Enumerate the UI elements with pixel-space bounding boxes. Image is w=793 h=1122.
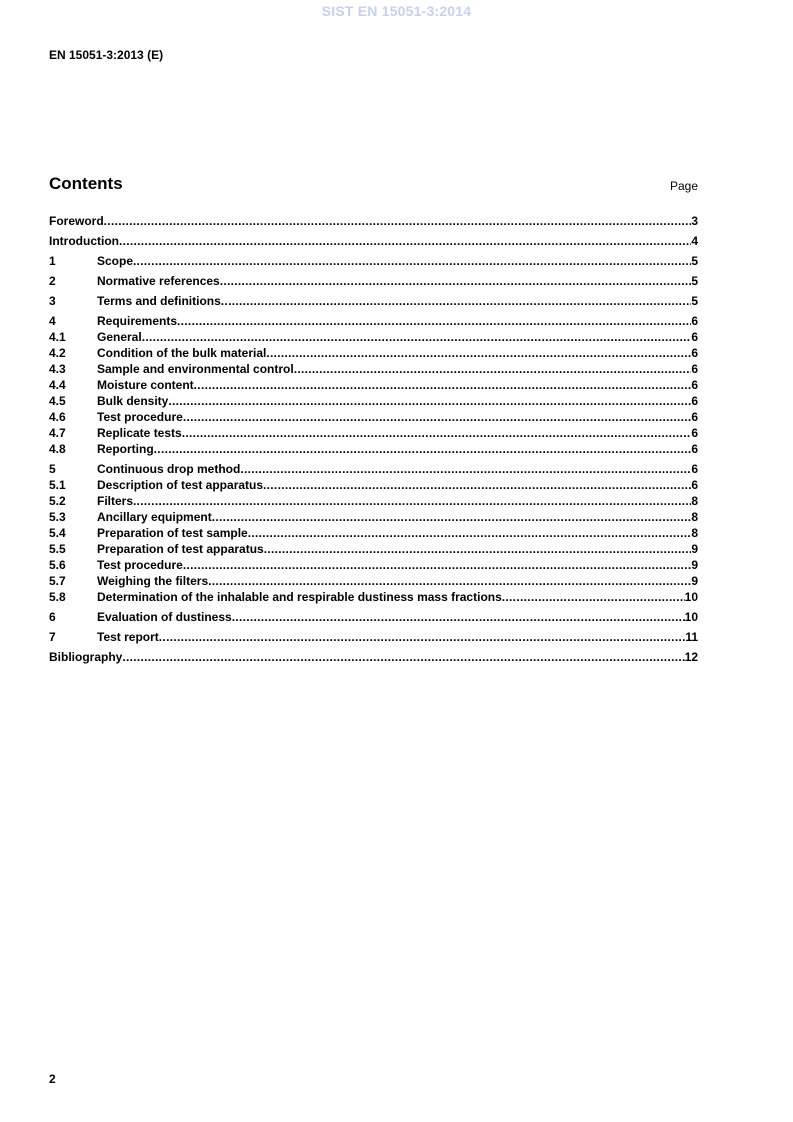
table-of-contents	[49, 215, 698, 667]
toc-entry-4-2[interactable]	[49, 347, 698, 359]
toc-entry-number: 4.8	[49, 442, 66, 456]
toc-entry-1[interactable]	[49, 255, 698, 267]
toc-entry-page: 6	[691, 410, 698, 424]
toc-entry-page: 8	[691, 494, 698, 508]
toc-entry-page: 6	[691, 314, 698, 328]
toc-entry-title: Condition of the bulk material	[97, 346, 267, 360]
toc-leader-dots	[220, 275, 692, 287]
toc-entry-5-2[interactable]	[49, 495, 698, 507]
toc-entry-page: 6	[691, 394, 698, 408]
toc-entry-number: 5.6	[49, 558, 66, 572]
toc-entry-3[interactable]	[49, 295, 698, 307]
toc-entry-number: 5.8	[49, 590, 66, 604]
toc-entry-5-3[interactable]	[49, 511, 698, 523]
toc-entry-number: 5.2	[49, 494, 66, 508]
toc-entry-number: 6	[49, 610, 56, 624]
toc-entry-number: 4.2	[49, 346, 66, 360]
toc-entry-page: 5	[691, 254, 698, 268]
toc-entry-number: 7	[49, 630, 56, 644]
toc-entry-number: 4.3	[49, 362, 66, 376]
toc-entry-title: Test procedure	[97, 410, 183, 424]
toc-leader-dots	[221, 295, 692, 307]
toc-entry-5-7[interactable]	[49, 575, 698, 587]
toc-entry-5-5[interactable]	[49, 543, 698, 555]
toc-leader-dots	[133, 495, 691, 507]
toc-entry-page: 10	[684, 610, 698, 624]
toc-entry-title: Bibliography	[49, 650, 123, 664]
toc-entry-2[interactable]	[49, 275, 698, 287]
toc-entry-4-1[interactable]	[49, 331, 698, 343]
toc-entry-title: Bulk density	[97, 394, 169, 408]
toc-leader-dots	[122, 651, 684, 663]
toc-entry-title: Test procedure	[97, 558, 183, 572]
toc-entry-page: 6	[691, 478, 698, 492]
toc-entry-7[interactable]	[49, 631, 698, 643]
toc-entry-page: 6	[691, 346, 698, 360]
toc-entry-4-6[interactable]	[49, 411, 698, 423]
toc-entry-6[interactable]	[49, 611, 698, 623]
toc-entry-number: 5.4	[49, 526, 66, 540]
toc-entry-4-8[interactable]	[49, 443, 698, 455]
toc-entry-page: 9	[691, 574, 698, 588]
toc-entry-number: 4.1	[49, 330, 66, 344]
toc-entry-title: Foreword	[49, 214, 104, 228]
toc-leader-dots	[194, 379, 692, 391]
toc-entry-title: Description of test apparatus	[97, 478, 264, 492]
toc-leader-dots	[104, 215, 692, 227]
toc-leader-dots	[208, 575, 691, 587]
toc-entry-page: 6	[691, 426, 698, 440]
toc-entry-title: Normative references	[97, 274, 220, 288]
toc-entry-title: Replicate tests	[97, 426, 182, 440]
toc-leader-dots	[183, 559, 692, 571]
toc-entry-title: Reporting	[97, 442, 154, 456]
toc-entry-title: Moisture content	[97, 378, 194, 392]
toc-entry-foreword[interactable]	[49, 215, 698, 227]
toc-leader-dots	[294, 363, 692, 375]
toc-leader-dots	[182, 427, 692, 439]
toc-leader-dots	[154, 443, 692, 455]
toc-entry-page: 5	[691, 274, 698, 288]
toc-leader-dots	[159, 631, 686, 643]
toc-entry-4[interactable]	[49, 315, 698, 327]
toc-entry-title: Determination of the inhalable and respirable dustiness mass fractions	[97, 590, 502, 604]
toc-entry-page: 8	[691, 526, 698, 540]
toc-entry-title: Scope	[97, 254, 134, 268]
page-number: 2	[49, 1072, 56, 1086]
toc-entry-page: 12	[684, 650, 698, 664]
toc-entry-number: 2	[49, 274, 56, 288]
toc-leader-dots	[168, 395, 691, 407]
toc-entry-4-7[interactable]	[49, 427, 698, 439]
toc-entry-page: 4	[691, 234, 698, 248]
toc-entry-page: 10	[684, 590, 698, 604]
toc-entry-title: Sample and environmental control	[97, 362, 294, 376]
toc-leader-dots	[248, 527, 692, 539]
toc-leader-dots	[263, 479, 691, 491]
toc-entry-title: Weighing the filters	[97, 574, 209, 588]
toc-entry-page: 9	[691, 558, 698, 572]
toc-entry-title: Continuous drop method	[97, 462, 241, 476]
toc-entry-title: Terms and definitions	[97, 294, 221, 308]
toc-entry-4-4[interactable]	[49, 379, 698, 391]
toc-leader-dots	[119, 235, 691, 247]
toc-entry-title: Ancillary equipment	[97, 510, 212, 524]
document-id: EN 15051-3:2013 (E)	[49, 48, 164, 62]
toc-entry-number: 4	[49, 314, 56, 328]
toc-leader-dots	[266, 347, 691, 359]
toc-entry-page: 3	[691, 214, 698, 228]
toc-entry-title: General	[97, 330, 142, 344]
toc-entry-number: 5.3	[49, 510, 66, 524]
toc-entry-5-8[interactable]	[49, 591, 698, 603]
toc-entry-number: 1	[49, 254, 56, 268]
toc-entry-page: 6	[691, 362, 698, 376]
toc-entry-title: Filters	[97, 494, 134, 508]
toc-entry-number: 3	[49, 294, 56, 308]
toc-entry-number: 4.6	[49, 410, 66, 424]
toc-entry-title: Requirements	[97, 314, 178, 328]
toc-entry-page: 6	[691, 462, 698, 476]
toc-leader-dots	[264, 543, 692, 555]
toc-entry-number: 5.5	[49, 542, 66, 556]
toc-entry-5-1[interactable]	[49, 479, 698, 491]
watermark: SIST EN 15051-3:2014	[321, 3, 472, 19]
toc-entry-page: 8	[691, 510, 698, 524]
toc-leader-dots	[240, 463, 691, 475]
toc-entry-number: 4.4	[49, 378, 66, 392]
toc-entry-title: Preparation of test sample	[97, 526, 248, 540]
toc-leader-dots	[232, 611, 685, 623]
contents-title: Contents	[49, 174, 123, 193]
toc-entry-title: Evaluation of dustiness	[97, 610, 232, 624]
toc-entry-title: Preparation of test apparatus	[97, 542, 264, 556]
toc-leader-dots	[177, 315, 691, 327]
page-column-label: Page	[669, 179, 698, 193]
toc-entry-page: 11	[685, 630, 698, 644]
toc-entry-page: 9	[691, 542, 698, 556]
toc-entry-4-5[interactable]	[49, 395, 698, 407]
toc-entry-page: 6	[691, 330, 698, 344]
toc-entry-5-4[interactable]	[49, 527, 698, 539]
toc-entry-page: 6	[691, 378, 698, 392]
toc-leader-dots	[183, 411, 692, 423]
toc-entry-title: Introduction	[49, 234, 119, 248]
toc-entry-5-6[interactable]	[49, 559, 698, 571]
toc-entry-5[interactable]	[49, 463, 698, 475]
toc-leader-dots	[502, 591, 685, 603]
toc-entry-number: 5.7	[49, 574, 66, 588]
toc-entry-page: 5	[691, 294, 698, 308]
toc-entry-number: 4.5	[49, 394, 66, 408]
toc-entry-number: 5.1	[49, 478, 66, 492]
toc-entry-page: 6	[691, 442, 698, 456]
toc-leader-dots	[133, 255, 691, 267]
toc-entry-introduction[interactable]	[49, 235, 698, 247]
toc-entry-4-3[interactable]	[49, 363, 698, 375]
toc-entry-number: 5	[49, 462, 56, 476]
toc-leader-dots	[212, 511, 692, 523]
toc-entry-number: 4.7	[49, 426, 66, 440]
toc-entry-bibliography[interactable]	[49, 651, 698, 663]
toc-leader-dots	[142, 331, 692, 343]
toc-entry-title: Test report	[97, 630, 159, 644]
